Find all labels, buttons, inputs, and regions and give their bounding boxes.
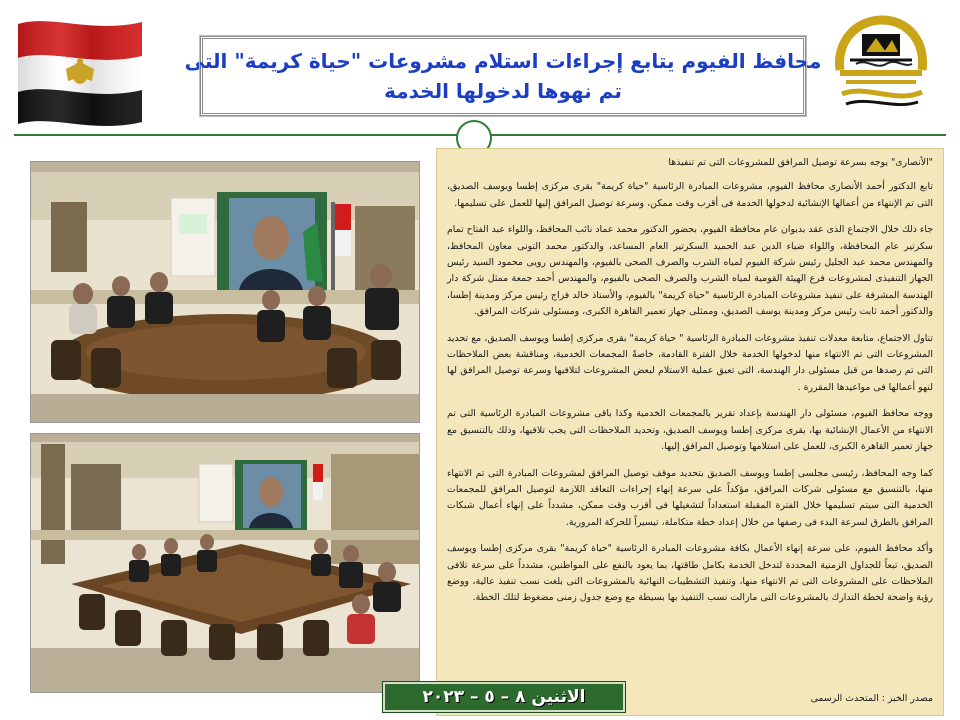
article-body (436, 148, 944, 716)
meeting-photo-1 (30, 161, 420, 423)
article-paragraph: تناول الاجتماع، متابعة معدلات تنفيذ مشروعات المبادرة الرئاسية " حياة كريمة" بقرى مركزى إطسا ويوسف الصديق، مع تحديد المشروعات التى تم الانتهاء منها لدخولها الخدمة خلال الفترة القادمة، خاصةً المجمعات الخدمية، ومناقشة بعض الملاحظات التى تم رصدها من قبل مسئولى دار الهندسة، التى تعيق عملية الاستلام لبعض المشروعات لتلافيها وسرعة توصيل المرافق لها لنهو أعمالها فى مواعيدها المقررة . (447, 332, 933, 393)
article-paragraph: جاء ذلك خلال الاجتماع الذى عقد بديوان عام محافظة الفيوم، بحضور الدكتور محمد عماد نائب المحافظ، واللواء عبد الفتاح تمام سكرتير عام المحافظة، واللواء ضياء الدين عبد الحميد السكرتير العام المساعد، والدكتور محمد التونى معاون المحافظ، والمهندس محمد عبد الجليل رئيس شركة الفيوم لمياه الشرب والصرف الصحى بالفيوم، والمهندس رويى محمود السيد رئيس الجهاز التنفيذى لمشروعات فرع الهيئة القومية لمياه الشرب والصرف الصحى بالفيوم، والمهندس أحمد جمعة ممثل شركة دار الهندسة المشرفة على تنفيذ مشروعات المبادرة الرئاسية "حياة كريمة" بالفيوم، والأستاذ خالد فراج رئيس مركز ومدينة إطسا، والدكتور أحمد ثابت رئيس مركز ومدينة يوسف الصديق، وممثلى جهاز تعمير القاهرة الكبرى، ومسئولى شركات المرافق. (447, 224, 933, 318)
article-source: مصدر الخبر : المتحدث الرسمى (810, 692, 933, 704)
date-banner (383, 682, 625, 712)
headline-line-2: تم نهوها لدخولها الخدمة (384, 79, 622, 103)
egypt-flag-icon (12, 14, 148, 126)
headline-line-1: محافظ الفيوم يتابع إجراءات استلام مشروعات "حياة كريمة" التى (184, 49, 822, 73)
article-lead: "الأنصارى" يوجه بسرعة توصيل المرافق للمشروعات التى تم تنفيذها (668, 157, 933, 168)
headline-box (184, 36, 822, 116)
article-paragraph: تابع الدكتور أحمد الأنصارى محافظ الفيوم، مشروعات المبادرة الرئاسية "حياة كريمة" بقرى مركزى إطسا ويوسف الصديق، التى تم الإنتهاء من أعمالها الإنشائية لدخولها الخدمة فى أقرب وقت ممكن، وسرعة توصيل المرافق إليها للعمل على تسليمها. (447, 181, 933, 209)
date-text: الاثنين ٨ – ٥ – ٢٠٢٣ (422, 687, 586, 707)
article-paragraph: ووجه محافظ الفيوم، مسئولى دار الهندسة بإعداد تقرير بالمجمعات الخدمية وكذا باقى مشروعات المبادرة الرئاسية التى تم الانتهاء من الأعمال الإنشائية بها، بقرى مركزى إطسا ويوسف الصديق، وتحديد الملاحظات التى يجب تلافيها، وذلك بالتنسيق مع جهاز تعمير القاهرة الكبرى، للعمل على استلامها وتوصيل المرافق إليها. (447, 408, 933, 453)
meeting-photo-2 (30, 433, 420, 693)
article-paragraph: كما وجه المحافظ، رئيسى مجلسى إطسا ويوسف الصديق بتحديد موقف توصيل المرافق لمشروعات المبادرة التى تم الانتهاء منها، بالتنسيق مع مسئولى شركات المرافق، مؤكداً على سرعة إنهاء إجراءات التعاقد اللازمة لتوصيل المرافق للمجمعات الخدمية التى سيتم تسليمها خلال الفترة المقبلة استعداداً لتشغيلها فى أقرب وقت ممكن، مشدداً على إنهاء أعمال شبكات المرافق بالطرق لسرعة البدء فى رصفها من خلال إعداد خطة متكاملة، تيسيراً للحركة المرورية. (447, 467, 933, 528)
article-paragraph: وأكد محافظ الفيوم، على سرعة إنهاء الأعمال بكافة مشروعات المبادرة الرئاسية "حياة كريمة" بقرى مركزى إطسا ويوسف الصديق، تبعاً للجداول الزمنية المحددة لتدخل الخدمة بكامل طاقتها، بما يعود بالنفع على المواطنين، مشدداً على سرعة تلافى الملاحظات على المشروعات التى تم الانتهاء منها، وتنفيذ التشطيبات النهائية بالمشروعات التى بلغت نسب تنفيذ عالية، ووضع رؤية واضحة لخطة التدارك بالمشروعات التى مازالت نسب التنفيذ بها بسيطة مع وضع جدول زمنى مضغوط لتلك الخطة. (447, 543, 933, 604)
fayoum-governorate-logo (826, 12, 936, 112)
